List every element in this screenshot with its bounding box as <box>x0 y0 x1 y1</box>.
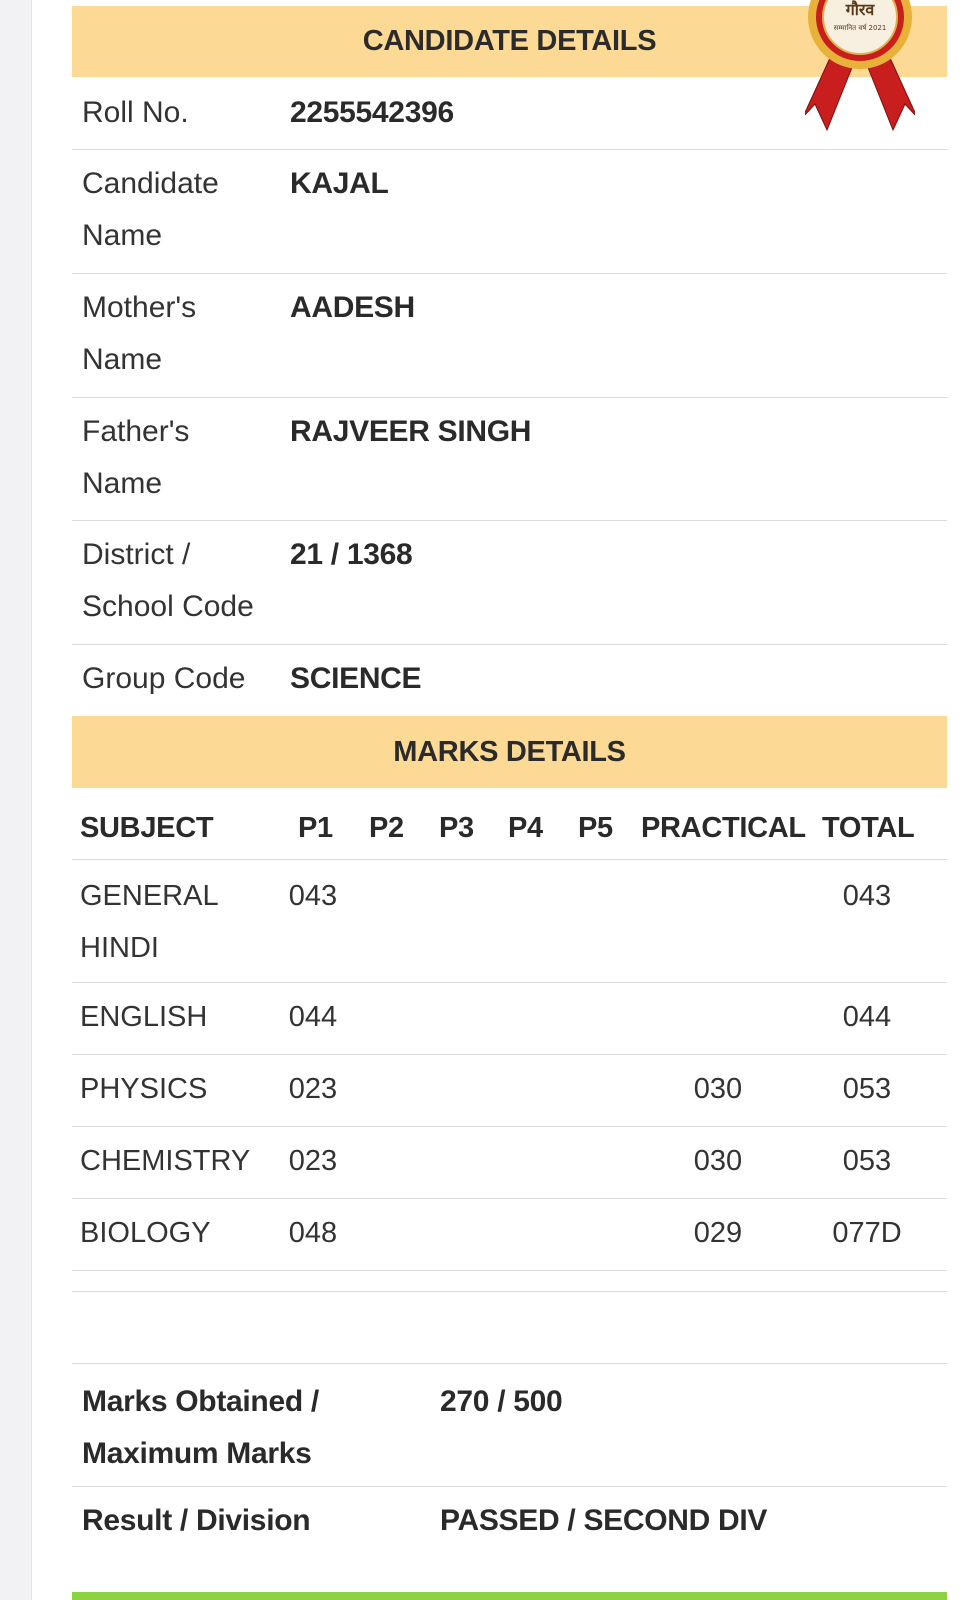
table-row <box>72 1199 947 1271</box>
table-row <box>72 1127 947 1199</box>
subject-name: GENERAL HINDI <box>80 880 219 964</box>
roll-no-value: 2255542396 <box>290 96 454 129</box>
candidate-row-group <box>72 645 947 716</box>
total-mark: 077D <box>832 1217 902 1249</box>
roll-no-label: Roll No. <box>82 96 189 129</box>
total-mark: 043 <box>842 880 892 912</box>
district-school-label: District / School Code <box>82 538 254 623</box>
practical-mark: 029 <box>693 1217 743 1249</box>
subject-name: CHEMISTRY <box>80 1145 251 1177</box>
table-row-empty <box>72 1292 947 1364</box>
col-total: TOTAL <box>822 812 915 844</box>
p1-mark: 023 <box>288 1145 338 1177</box>
award-ribbon-icon <box>805 0 915 137</box>
result-division-label: Result / Division <box>82 1504 311 1537</box>
marks-obtained-value: 270 / 500 <box>440 1385 563 1418</box>
subject-name: PHYSICS <box>80 1073 208 1105</box>
total-mark: 053 <box>842 1145 892 1177</box>
father-name-label: Father's Name <box>82 415 190 500</box>
candidate-row-district <box>72 521 947 645</box>
left-window-strip <box>0 0 32 1600</box>
candidate-details-header: CANDIDATE DETAILS <box>72 6 947 77</box>
col-practical: PRACTICAL <box>641 812 806 844</box>
result-division-value: PASSED / SECOND DIV <box>440 1504 768 1537</box>
marks-summary-row <box>72 1364 947 1487</box>
marks-obtained-label: Marks Obtained / Maximum Marks <box>82 1385 319 1470</box>
marks-details-header: MARKS DETAILS <box>72 716 947 788</box>
col-p3: P3 <box>439 812 474 844</box>
subject-name: ENGLISH <box>80 1001 208 1033</box>
table-row <box>72 983 947 1055</box>
candidate-name-label: Candidate Name <box>82 167 219 252</box>
mother-name-label: Mother's Name <box>82 291 197 376</box>
candidate-name-value: KAJAL <box>290 167 389 200</box>
practical-mark: 030 <box>693 1145 743 1177</box>
col-p2: P2 <box>369 812 404 844</box>
candidate-row-name <box>72 150 947 274</box>
p1-mark: 048 <box>288 1217 338 1249</box>
father-name-value: RAJVEER SINGH <box>290 415 532 448</box>
group-code-value: SCIENCE <box>290 662 422 695</box>
col-p1: P1 <box>298 812 333 844</box>
badge-line1: गौरव <box>845 0 875 19</box>
total-mark: 053 <box>842 1073 892 1105</box>
marks-header-row <box>72 788 947 860</box>
p1-mark: 043 <box>288 880 338 912</box>
table-row-empty <box>72 1271 947 1292</box>
col-p5: P5 <box>578 812 613 844</box>
group-code-label: Group Code <box>82 662 246 695</box>
practical-mark: 030 <box>693 1073 743 1105</box>
p1-mark: 044 <box>288 1001 338 1033</box>
col-subject: SUBJECT <box>80 812 214 844</box>
total-mark: 044 <box>842 1001 892 1033</box>
mother-name-value: AADESH <box>290 291 415 324</box>
footer-accent-bar <box>72 1592 947 1600</box>
subject-name: BIOLOGY <box>80 1217 211 1249</box>
table-row <box>72 860 947 983</box>
p1-mark: 023 <box>288 1073 338 1105</box>
candidate-row-father <box>72 398 947 521</box>
candidate-row-mother <box>72 274 947 398</box>
result-row <box>72 1487 947 1559</box>
district-school-value: 21 / 1368 <box>290 538 413 571</box>
col-p4: P4 <box>508 812 543 844</box>
badge-line2: सम्मानित वर्ष 2021 <box>833 24 887 32</box>
right-window-edge <box>947 0 969 1600</box>
table-row <box>72 1055 947 1127</box>
